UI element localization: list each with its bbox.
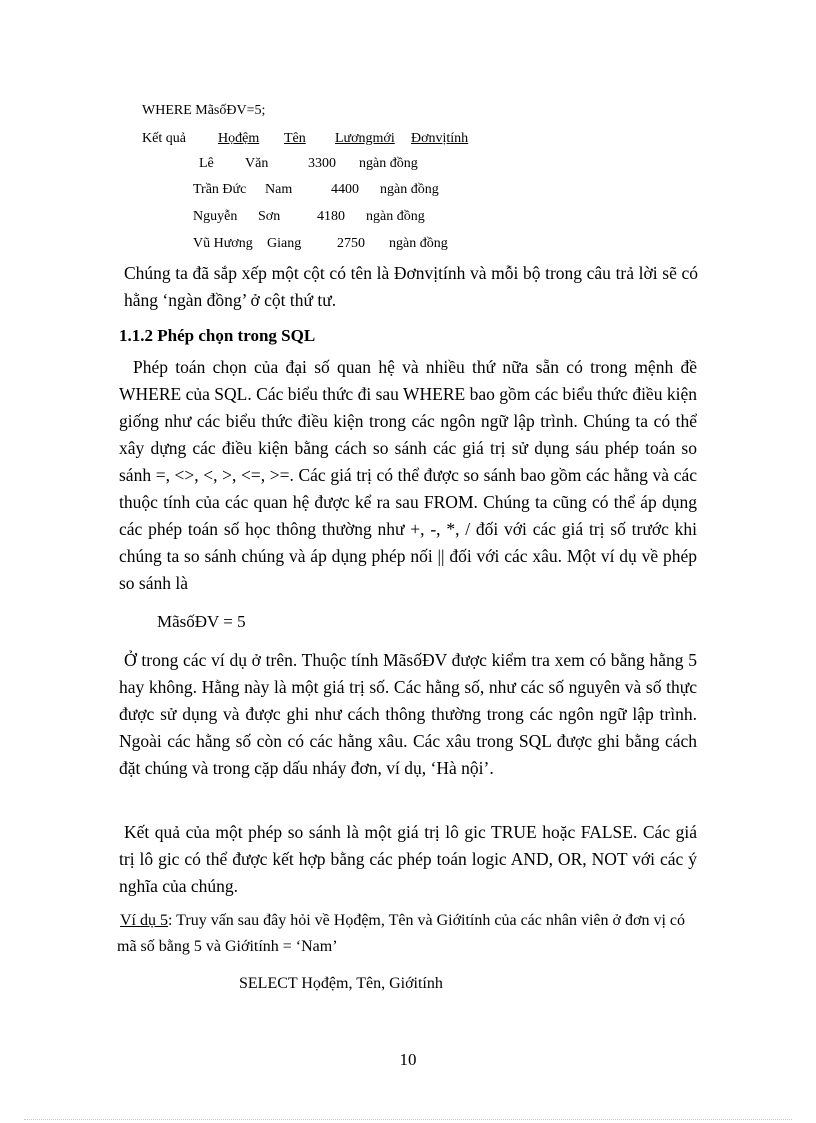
table-row-2-hodem: Trần Đức bbox=[193, 182, 247, 197]
paragraph-text: Ở trong các ví dụ ở trên. Thuộc tính MãsốĐV được kiểm tra xem có bằng hằng 5 hay không. Hằng này là một giá trị số. Các hằng số, như các số nguyên và số thực được sử dụng và được ghi như cách thông thường trong các ngôn ngữ lập trình. Ngoài các hằng số còn có các hằng xâu. Các xâu trong SQL được ghi bằng cách đặt chúng và trong cặp dấu nháy đơn, ví dụ, ‘Hà nội’. bbox=[119, 650, 697, 778]
paragraph-logic-values bbox=[119, 819, 697, 900]
page-number: 10 bbox=[399, 1050, 417, 1069]
example-paragraph bbox=[117, 908, 697, 960]
select-statement: SELECT Họđệm, Tên, Giớitính bbox=[239, 975, 443, 992]
example-text bbox=[117, 908, 697, 960]
paragraph-text: Chúng ta đã sắp xếp một cột có tên là Đơnvịtính và mỗi bộ trong câu trả lời sẽ có hằng ‘ngàn đồng’ ở cột thứ tư. bbox=[124, 263, 698, 310]
table-row-2-ten: Nam bbox=[265, 182, 293, 197]
table-row-3-hodem: Nguyễn bbox=[193, 209, 238, 224]
paragraph-selection-intro bbox=[119, 354, 697, 597]
table-row-4-luong: 2750 bbox=[337, 236, 365, 251]
paragraph-result-explanation bbox=[124, 260, 698, 314]
example-body: : Truy vấn sau đây hỏi về Họđệm, Tên và Giớitính của các nhân viên ở đơn vị có mã số bằng 5 và Giớitính = ‘Nam’ bbox=[117, 912, 685, 955]
result-label: Kết quả bbox=[142, 131, 186, 146]
comparison-example: MãsốĐV = 5 bbox=[157, 612, 246, 631]
paragraph-text: Kết quả của một phép so sánh là một giá trị lô gic TRUE hoặc FALSE. Các giá trị lô gic có thể được kết hợp bằng các phép toán logic AND, OR, NOT với các ý nghĩa của chúng. bbox=[119, 822, 697, 896]
table-row-2-donvi: ngàn đồng bbox=[380, 182, 439, 197]
table-row-3-donvi: ngàn đồng bbox=[366, 209, 425, 224]
result-header-donvitinh: Đơnvịtính bbox=[411, 131, 469, 146]
table-row-3-ten: Sơn bbox=[258, 209, 281, 224]
table-row-2-luong: 4400 bbox=[331, 182, 359, 197]
footer-divider bbox=[24, 1119, 792, 1120]
section-heading: 1.1.2 Phép chọn trong SQL bbox=[119, 326, 316, 345]
paragraph-constants bbox=[119, 647, 697, 782]
table-row-1-donvi: ngàn đồng bbox=[359, 156, 418, 171]
table-row-1-luong: 3300 bbox=[308, 156, 336, 171]
table-row-1-ten: Văn bbox=[245, 156, 269, 171]
result-header-luongmoi: Lươngmới bbox=[335, 131, 395, 146]
table-row-3-luong: 4180 bbox=[317, 209, 345, 224]
table-row-4-ten: Giang bbox=[267, 236, 302, 251]
result-header-hodem: Họđệm bbox=[218, 131, 260, 146]
example-label: Ví dụ 5 bbox=[120, 912, 168, 929]
where-clause-line: WHERE MãsốĐV=5; bbox=[142, 103, 266, 118]
table-row-1-hodem: Lê bbox=[199, 156, 214, 171]
table-row-4-donvi: ngàn đồng bbox=[389, 236, 448, 251]
paragraph-text: Phép toán chọn của đại số quan hệ và nhiều thứ nữa sẵn có trong mệnh đề WHERE của SQL. Các biểu thức đi sau WHERE bao gồm các biểu thức điều kiện giống như các biểu thức điều kiện trong các ngôn ngữ lập trình. Chúng ta có thể xây dựng các điều kiện bằng cách so sánh các giá trị sử dụng sáu phép toán so sánh =, <>, <, >, <=, >=. Các giá trị có thể được so sánh bao gồm các hằng và các thuộc tính của các quan hệ được kể ra sau FROM. Chúng ta cũng có thể áp dụng các phép toán số học thông thường như +, -, *, / đối với các giá trị số trước khi chúng ta so sánh chúng và áp dụng phép nối || đối với các xâu. Một ví dụ về phép so sánh là bbox=[119, 357, 697, 593]
result-header-ten: Tên bbox=[284, 131, 306, 146]
table-row-4-hodem: Vũ Hương bbox=[193, 236, 253, 251]
